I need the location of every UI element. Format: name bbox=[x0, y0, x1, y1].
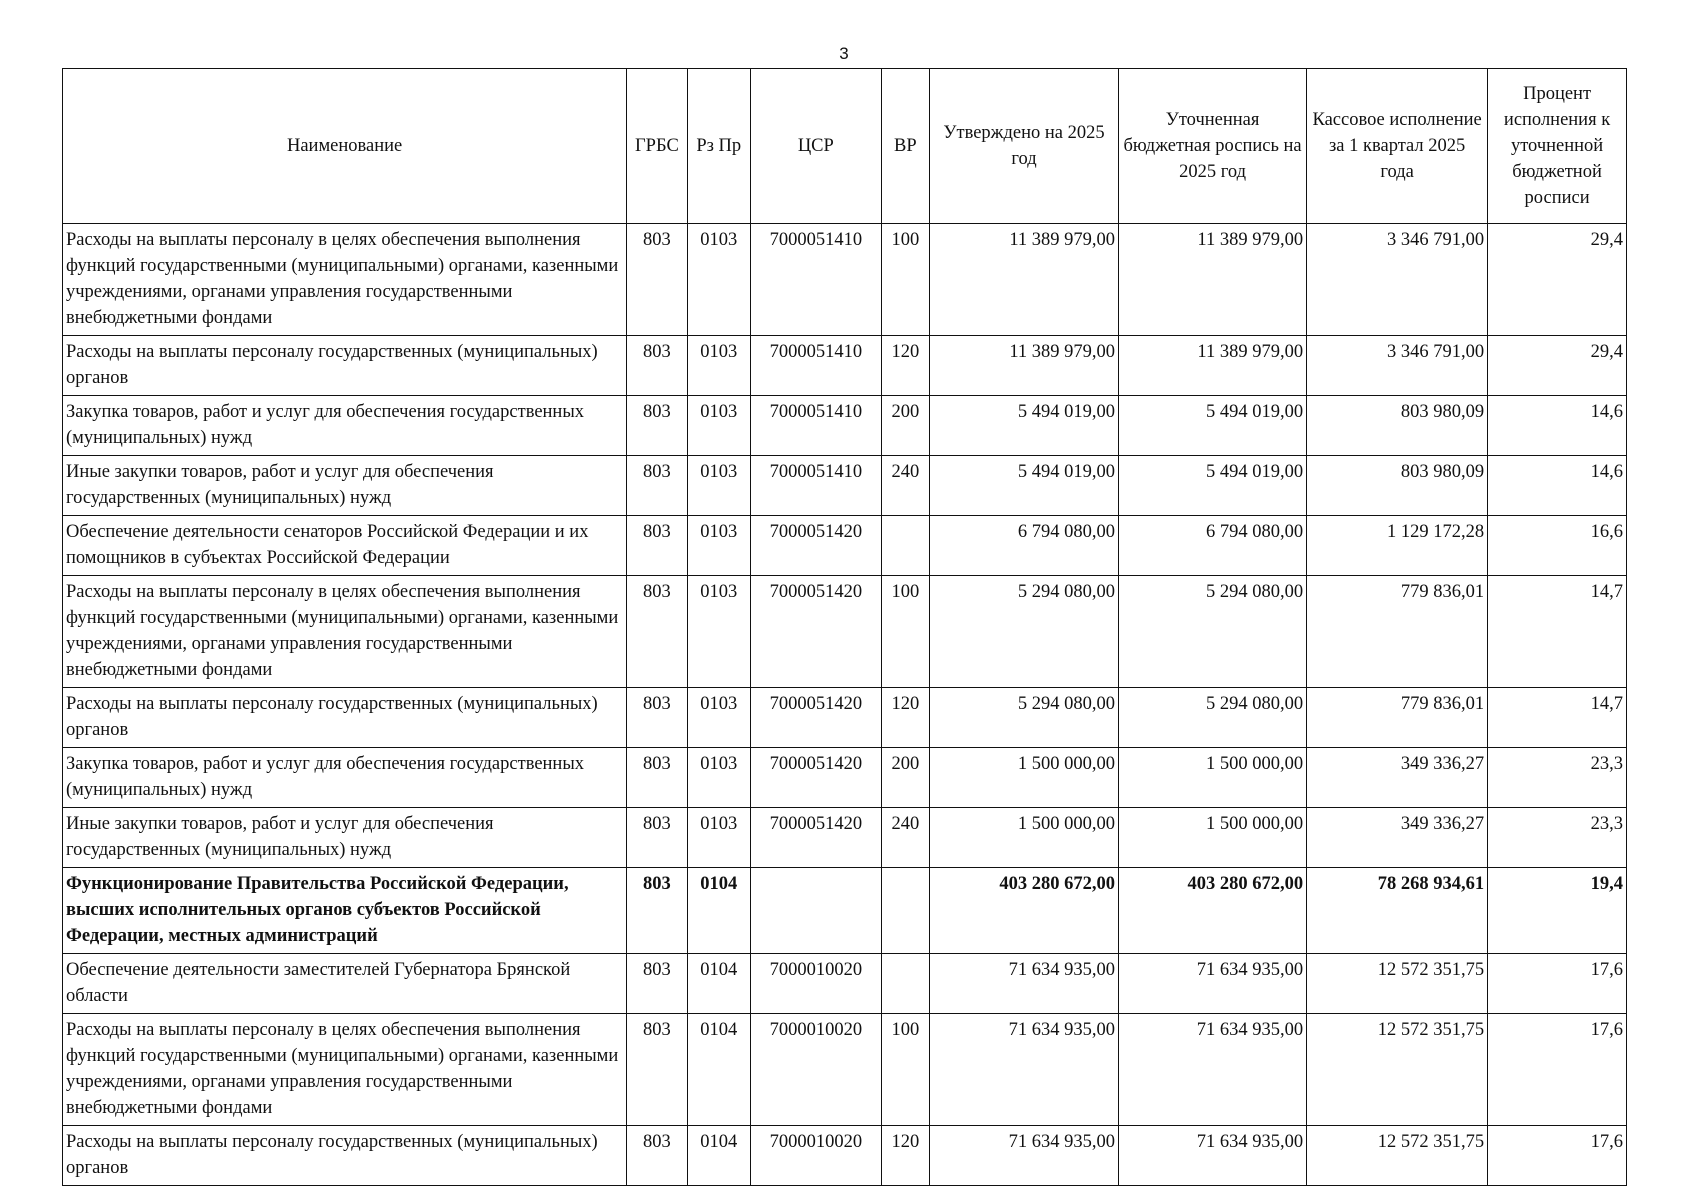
cell-vr: 120 bbox=[881, 688, 929, 748]
cell-rzpr: 0103 bbox=[687, 808, 750, 868]
cell-rzpr: 0103 bbox=[687, 516, 750, 576]
cell-approved: 71 634 935,00 bbox=[929, 1126, 1118, 1186]
cell-refined: 71 634 935,00 bbox=[1119, 1126, 1307, 1186]
cell-percent: 29,4 bbox=[1488, 336, 1627, 396]
cell-name: Расходы на выплаты персоналу государственных (муниципальных) органов bbox=[63, 336, 627, 396]
budget-execution-table bbox=[62, 68, 1627, 1186]
cell-vr: 100 bbox=[881, 224, 929, 336]
table-row bbox=[63, 576, 1627, 688]
cell-vr bbox=[881, 954, 929, 1014]
cell-percent: 14,7 bbox=[1488, 688, 1627, 748]
cell-approved: 71 634 935,00 bbox=[929, 1014, 1118, 1126]
cell-approved: 1 500 000,00 bbox=[929, 748, 1118, 808]
cell-refined: 6 794 080,00 bbox=[1119, 516, 1307, 576]
cell-name: Иные закупки товаров, работ и услуг для обеспечения государственных (муниципальных) нужд bbox=[63, 808, 627, 868]
cell-approved: 5 494 019,00 bbox=[929, 396, 1118, 456]
cell-name: Функционирование Правительства Российской Федерации, высших исполнительных органов субъектов Российской Федерации, местных администраций bbox=[63, 868, 627, 954]
cell-percent: 23,3 bbox=[1488, 808, 1627, 868]
table-row bbox=[63, 1014, 1627, 1126]
cell-percent: 17,6 bbox=[1488, 954, 1627, 1014]
cell-grbs: 803 bbox=[627, 516, 687, 576]
header-refined: Уточненная бюджетная роспись на 2025 год bbox=[1119, 69, 1307, 224]
cell-rzpr: 0103 bbox=[687, 336, 750, 396]
cell-vr: 240 bbox=[881, 456, 929, 516]
table-row bbox=[63, 396, 1627, 456]
cell-cash: 12 572 351,75 bbox=[1307, 954, 1488, 1014]
cell-approved: 1 500 000,00 bbox=[929, 808, 1118, 868]
cell-csr: 7000051410 bbox=[750, 456, 881, 516]
cell-refined: 403 280 672,00 bbox=[1119, 868, 1307, 954]
cell-grbs: 803 bbox=[627, 808, 687, 868]
cell-vr: 100 bbox=[881, 1014, 929, 1126]
cell-rzpr: 0103 bbox=[687, 396, 750, 456]
cell-rzpr: 0104 bbox=[687, 954, 750, 1014]
table-row bbox=[63, 868, 1627, 954]
table-row bbox=[63, 336, 1627, 396]
cell-percent: 17,6 bbox=[1488, 1126, 1627, 1186]
cell-percent: 14,6 bbox=[1488, 456, 1627, 516]
cell-vr: 100 bbox=[881, 576, 929, 688]
cell-name: Расходы на выплаты персоналу в целях обеспечения выполнения функций государственными (муниципальными) органами, казенными учреждениями, органами управления государственными внебюджетными фондами bbox=[63, 576, 627, 688]
cell-percent: 29,4 bbox=[1488, 224, 1627, 336]
cell-csr: 7000010020 bbox=[750, 954, 881, 1014]
cell-vr: 240 bbox=[881, 808, 929, 868]
header-vr: ВР bbox=[881, 69, 929, 224]
cell-grbs: 803 bbox=[627, 748, 687, 808]
cell-csr: 7000051420 bbox=[750, 808, 881, 868]
table-row bbox=[63, 808, 1627, 868]
cell-approved: 11 389 979,00 bbox=[929, 336, 1118, 396]
cell-name: Иные закупки товаров, работ и услуг для обеспечения государственных (муниципальных) нужд bbox=[63, 456, 627, 516]
cell-csr: 7000051420 bbox=[750, 748, 881, 808]
cell-approved: 6 794 080,00 bbox=[929, 516, 1118, 576]
cell-refined: 71 634 935,00 bbox=[1119, 1014, 1307, 1126]
table-row bbox=[63, 224, 1627, 336]
cell-approved: 5 294 080,00 bbox=[929, 688, 1118, 748]
cell-percent: 14,6 bbox=[1488, 396, 1627, 456]
cell-approved: 71 634 935,00 bbox=[929, 954, 1118, 1014]
cell-csr: 7000051410 bbox=[750, 224, 881, 336]
table-row bbox=[63, 748, 1627, 808]
cell-rzpr: 0103 bbox=[687, 576, 750, 688]
cell-percent: 14,7 bbox=[1488, 576, 1627, 688]
cell-csr: 7000051420 bbox=[750, 576, 881, 688]
cell-rzpr: 0103 bbox=[687, 748, 750, 808]
cell-grbs: 803 bbox=[627, 954, 687, 1014]
cell-csr: 7000051410 bbox=[750, 396, 881, 456]
cell-cash: 779 836,01 bbox=[1307, 576, 1488, 688]
cell-approved: 403 280 672,00 bbox=[929, 868, 1118, 954]
cell-csr: 7000051410 bbox=[750, 336, 881, 396]
table-row bbox=[63, 456, 1627, 516]
cell-approved: 5 294 080,00 bbox=[929, 576, 1118, 688]
header-csr: ЦСР bbox=[750, 69, 881, 224]
cell-refined: 11 389 979,00 bbox=[1119, 224, 1307, 336]
header-name: Наименование bbox=[63, 69, 627, 224]
header-rzpr: Рз Пр bbox=[687, 69, 750, 224]
table-row bbox=[63, 954, 1627, 1014]
cell-refined: 5 294 080,00 bbox=[1119, 688, 1307, 748]
cell-cash: 78 268 934,61 bbox=[1307, 868, 1488, 954]
cell-vr bbox=[881, 868, 929, 954]
cell-csr: 7000051420 bbox=[750, 516, 881, 576]
cell-vr: 120 bbox=[881, 1126, 929, 1186]
cell-name: Расходы на выплаты персоналу государственных (муниципальных) органов bbox=[63, 688, 627, 748]
cell-name: Расходы на выплаты персоналу государственных (муниципальных) органов bbox=[63, 1126, 627, 1186]
cell-vr: 200 bbox=[881, 396, 929, 456]
cell-name: Закупка товаров, работ и услуг для обеспечения государственных (муниципальных) нужд bbox=[63, 396, 627, 456]
cell-rzpr: 0104 bbox=[687, 1014, 750, 1126]
cell-cash: 3 346 791,00 bbox=[1307, 224, 1488, 336]
cell-refined: 1 500 000,00 bbox=[1119, 748, 1307, 808]
table-row bbox=[63, 688, 1627, 748]
cell-cash: 803 980,09 bbox=[1307, 396, 1488, 456]
cell-cash: 779 836,01 bbox=[1307, 688, 1488, 748]
cell-refined: 5 494 019,00 bbox=[1119, 396, 1307, 456]
cell-refined: 71 634 935,00 bbox=[1119, 954, 1307, 1014]
header-percent: Процент исполнения к уточненной бюджетной росписи bbox=[1488, 69, 1627, 224]
cell-percent: 19,4 bbox=[1488, 868, 1627, 954]
table-row bbox=[63, 516, 1627, 576]
cell-rzpr: 0103 bbox=[687, 224, 750, 336]
cell-cash: 349 336,27 bbox=[1307, 808, 1488, 868]
cell-grbs: 803 bbox=[627, 1126, 687, 1186]
cell-vr: 200 bbox=[881, 748, 929, 808]
cell-approved: 11 389 979,00 bbox=[929, 224, 1118, 336]
cell-rzpr: 0103 bbox=[687, 688, 750, 748]
cell-percent: 23,3 bbox=[1488, 748, 1627, 808]
cell-cash: 803 980,09 bbox=[1307, 456, 1488, 516]
cell-name: Обеспечение деятельности заместителей Губернатора Брянской области bbox=[63, 954, 627, 1014]
cell-vr bbox=[881, 516, 929, 576]
cell-csr: 7000051420 bbox=[750, 688, 881, 748]
table-row bbox=[63, 1126, 1627, 1186]
cell-grbs: 803 bbox=[627, 868, 687, 954]
cell-rzpr: 0104 bbox=[687, 1126, 750, 1186]
cell-refined: 5 494 019,00 bbox=[1119, 456, 1307, 516]
cell-csr: 7000010020 bbox=[750, 1014, 881, 1126]
cell-name: Обеспечение деятельности сенаторов Российской Федерации и их помощников в субъектах Российской Федерации bbox=[63, 516, 627, 576]
cell-rzpr: 0103 bbox=[687, 456, 750, 516]
header-grbs: ГРБС bbox=[627, 69, 687, 224]
cell-cash: 1 129 172,28 bbox=[1307, 516, 1488, 576]
cell-grbs: 803 bbox=[627, 456, 687, 516]
cell-percent: 17,6 bbox=[1488, 1014, 1627, 1126]
cell-name: Закупка товаров, работ и услуг для обеспечения государственных (муниципальных) нужд bbox=[63, 748, 627, 808]
cell-grbs: 803 bbox=[627, 1014, 687, 1126]
cell-csr: 7000010020 bbox=[750, 1126, 881, 1186]
cell-cash: 12 572 351,75 bbox=[1307, 1126, 1488, 1186]
cell-cash: 12 572 351,75 bbox=[1307, 1014, 1488, 1126]
cell-percent: 16,6 bbox=[1488, 516, 1627, 576]
header-approved: Утверждено на 2025 год bbox=[929, 69, 1118, 224]
cell-grbs: 803 bbox=[627, 688, 687, 748]
cell-grbs: 803 bbox=[627, 336, 687, 396]
cell-grbs: 803 bbox=[627, 224, 687, 336]
cell-cash: 349 336,27 bbox=[1307, 748, 1488, 808]
table-header-row bbox=[63, 69, 1627, 224]
cell-refined: 1 500 000,00 bbox=[1119, 808, 1307, 868]
cell-name: Расходы на выплаты персоналу в целях обеспечения выполнения функций государственными (муниципальными) органами, казенными учреждениями, органами управления государственными внебюджетными фондами bbox=[63, 224, 627, 336]
page-number: 3 bbox=[839, 44, 849, 63]
cell-grbs: 803 bbox=[627, 576, 687, 688]
cell-cash: 3 346 791,00 bbox=[1307, 336, 1488, 396]
cell-vr: 120 bbox=[881, 336, 929, 396]
cell-refined: 5 294 080,00 bbox=[1119, 576, 1307, 688]
cell-rzpr: 0104 bbox=[687, 868, 750, 954]
cell-name: Расходы на выплаты персоналу в целях обеспечения выполнения функций государственными (муниципальными) органами, казенными учреждениями, органами управления государственными внебюджетными фондами bbox=[63, 1014, 627, 1126]
cell-refined: 11 389 979,00 bbox=[1119, 336, 1307, 396]
cell-grbs: 803 bbox=[627, 396, 687, 456]
header-cash: Кассовое исполнение за 1 квартал 2025 года bbox=[1307, 69, 1488, 224]
cell-approved: 5 494 019,00 bbox=[929, 456, 1118, 516]
cell-csr bbox=[750, 868, 881, 954]
